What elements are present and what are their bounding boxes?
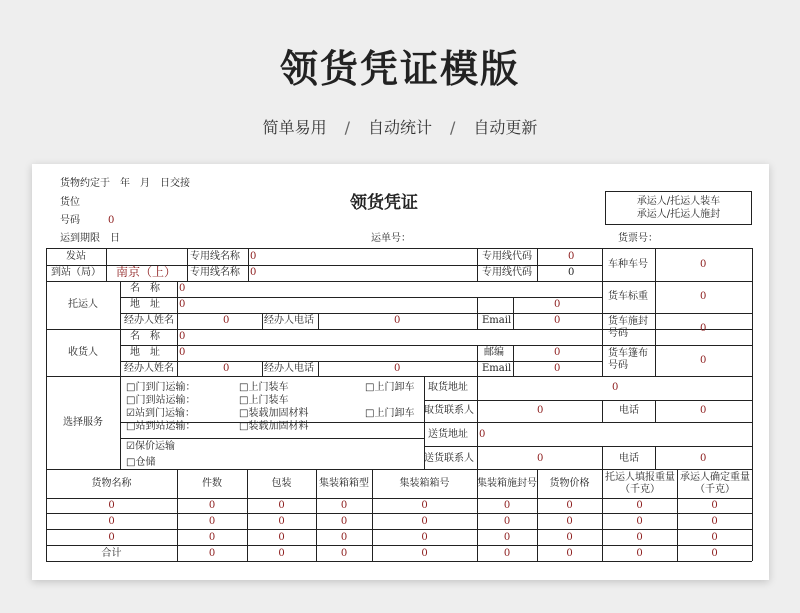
goods-cell: 0 xyxy=(340,516,348,527)
ticket-label: 货票号： xyxy=(618,233,658,244)
total-cell: 0 xyxy=(711,548,718,559)
phone-label: 电话 xyxy=(619,453,639,464)
notice-box xyxy=(605,191,752,225)
email-value: 0 xyxy=(554,363,561,374)
page-subtitle: 简单易用 / 自动统计 / 自动更新 xyxy=(262,118,538,137)
agreed-date-label: 货物约定于 年 月 日交接 xyxy=(60,178,190,189)
name-label: 名 称 xyxy=(130,331,160,342)
delivery-contact-label: 送货联系人 xyxy=(424,453,474,464)
voucher-sheet xyxy=(32,164,769,580)
handler-label: 经办人姓名 xyxy=(124,363,174,374)
address-label: 地 址 xyxy=(130,347,160,358)
handler-phone-label: 经办人电话 xyxy=(264,363,314,374)
goods-cell: 0 xyxy=(108,500,115,511)
car-tarp-value: 0 xyxy=(700,355,707,366)
service-option[interactable]: ☑站到门运输： xyxy=(126,408,195,419)
voucher-title: 领货凭证 xyxy=(350,193,418,213)
goods-cell: 0 xyxy=(636,500,643,511)
number-value: 0 xyxy=(108,215,115,226)
total-cell: 0 xyxy=(208,548,216,559)
total-cell: 0 xyxy=(421,548,428,559)
goods-cell: 0 xyxy=(636,532,643,543)
handler-phone-label: 经办人电话 xyxy=(264,315,314,326)
goods-cell: 0 xyxy=(566,516,573,527)
subtitle-item: 简单易用 xyxy=(262,118,327,137)
email-label: Email xyxy=(482,315,512,326)
goods-header: 承运人确定重量（千克） xyxy=(680,472,750,495)
goods-cell: 0 xyxy=(421,532,428,543)
postcode-label: 邮编 xyxy=(484,347,504,358)
service-option[interactable]: □站到站运输： xyxy=(126,421,196,432)
goods-header: 集装箱箱型 xyxy=(319,478,369,489)
goods-cell: 0 xyxy=(711,516,718,527)
line-name-label: 专用线名称 xyxy=(190,267,240,278)
pickup-addr-label: 取货地址 xyxy=(428,382,468,393)
pickup-contact-label: 取货联系人 xyxy=(424,405,474,416)
service-option[interactable]: □上门装车 xyxy=(239,395,289,406)
service-option[interactable]: □门到门运输： xyxy=(126,382,196,393)
goods-cell: 0 xyxy=(208,516,216,527)
postcode-value: 0 xyxy=(554,347,561,358)
delivery-addr-label: 送货地址 xyxy=(428,429,468,440)
delivery-addr-value: 0 xyxy=(479,429,486,440)
shipper-label: 托运人 xyxy=(68,299,98,310)
car-seal-value: 0 xyxy=(700,323,707,334)
goods-cell: 0 xyxy=(108,532,115,543)
service-option[interactable]: □装载加固材料 xyxy=(239,421,309,432)
storage-option[interactable]: □仓储 xyxy=(126,457,156,468)
total-cell: 0 xyxy=(636,548,643,559)
handler-label: 经办人姓名 xyxy=(124,315,174,326)
goods-header: 货物名称 xyxy=(91,478,132,489)
total-label: 合计 xyxy=(101,548,122,559)
goods-header: 件数 xyxy=(202,478,222,489)
goods-cell: 0 xyxy=(566,500,573,511)
total-cell: 0 xyxy=(278,548,285,559)
service-option[interactable]: □门到站运输： xyxy=(126,395,196,406)
goods-cell: 0 xyxy=(340,532,348,543)
receiver-name-value: 0 xyxy=(179,331,186,342)
subtitle-item: 自动更新 xyxy=(473,118,538,137)
goods-cell: 0 xyxy=(208,500,216,511)
goods-header: 包装 xyxy=(271,478,292,489)
phone-value: 0 xyxy=(700,453,707,464)
notice-line: 承运人/托运人装车 xyxy=(636,196,721,207)
delivery-contact-value: 0 xyxy=(537,453,544,464)
goods-header: 货物价格 xyxy=(549,478,590,489)
service-option[interactable]: □上门卸车 xyxy=(365,382,415,393)
car-tarp-label: 货车篷布号码 xyxy=(608,348,648,371)
goods-header: 集装箱施封号 xyxy=(477,478,537,489)
line-name-value: 0 xyxy=(250,251,257,262)
goods-cell: 0 xyxy=(636,516,643,527)
handler-value: 0 xyxy=(223,363,230,374)
goods-cell: 0 xyxy=(108,516,115,527)
total-cell: 0 xyxy=(566,548,573,559)
total-cell: 0 xyxy=(503,548,511,559)
name-label: 名 称 xyxy=(130,283,160,294)
number-label: 号码 xyxy=(60,215,80,226)
goods-cell: 0 xyxy=(421,516,428,527)
goods-header: 集装箱箱号 xyxy=(399,478,450,489)
pickup-addr-value: 0 xyxy=(612,382,619,393)
waybill-label: 运单号： xyxy=(371,233,411,244)
shipper-address-value: 0 xyxy=(179,299,186,310)
goods-cell: 0 xyxy=(278,500,285,511)
receiver-address-value: 0 xyxy=(179,347,186,358)
line-code-label: 专用线代码 xyxy=(482,267,532,278)
goods-cell: 0 xyxy=(711,532,718,543)
line-code-value: 0 xyxy=(568,267,575,278)
goods-cell: 0 xyxy=(503,516,511,527)
goods-cell: 0 xyxy=(421,500,428,511)
page-title: 领货凭证模版 xyxy=(279,47,520,91)
from-station-label: 发站 xyxy=(66,251,86,262)
line-name-value: 0 xyxy=(250,267,257,278)
goods-cell: 0 xyxy=(278,516,285,527)
email-value: 0 xyxy=(554,315,561,326)
goods-cell: 0 xyxy=(340,500,348,511)
car-type-value: 0 xyxy=(700,259,707,270)
shipper-extra-value: 0 xyxy=(554,299,561,310)
handler-phone-value: 0 xyxy=(394,315,401,326)
phone-value: 0 xyxy=(700,405,707,416)
line-name-label: 专用线名称 xyxy=(190,251,240,262)
goods-cell: 0 xyxy=(711,500,718,511)
goods-cell: 0 xyxy=(208,532,216,543)
insured-option[interactable]: ☑保价运输 xyxy=(126,441,175,452)
service-option[interactable]: □上门装车 xyxy=(239,382,289,393)
handler-value: 0 xyxy=(223,315,230,326)
car-type-label: 车种车号 xyxy=(608,259,648,270)
phone-label: 电话 xyxy=(619,405,639,416)
goods-cell: 0 xyxy=(278,532,285,543)
goods-cell: 0 xyxy=(503,532,511,543)
handler-phone-value: 0 xyxy=(394,363,401,374)
car-weight-label: 货车标重 xyxy=(608,291,648,302)
email-label: Email xyxy=(482,363,512,374)
slot-label: 货位 xyxy=(60,197,80,208)
to-station-label: 到站（局） xyxy=(51,267,101,278)
receiver-label: 收货人 xyxy=(68,347,98,358)
goods-header: 托运人填报重量（千克） xyxy=(605,472,675,495)
car-seal-label: 货车施封号码 xyxy=(608,316,648,339)
deadline-label: 运到期限 日 xyxy=(60,233,120,244)
service-option[interactable]: □上门卸车 xyxy=(365,408,415,419)
shipper-name-value: 0 xyxy=(179,283,186,294)
notice-line: 承运人/托运人施封 xyxy=(636,209,721,220)
total-cell: 0 xyxy=(340,548,348,559)
subtitle-item: 自动统计 xyxy=(367,118,432,137)
to-station-value: 南京（上） xyxy=(116,265,177,279)
line-code-value: 0 xyxy=(568,251,575,262)
service-option[interactable]: □装载加固材料 xyxy=(239,408,309,419)
service-label: 选择服务 xyxy=(63,417,103,428)
goods-cell: 0 xyxy=(566,532,573,543)
pickup-contact-value: 0 xyxy=(537,405,544,416)
address-label: 地 址 xyxy=(130,299,160,310)
car-weight-value: 0 xyxy=(700,291,707,302)
line-code-label: 专用线代码 xyxy=(482,251,532,262)
goods-cell: 0 xyxy=(503,500,511,511)
